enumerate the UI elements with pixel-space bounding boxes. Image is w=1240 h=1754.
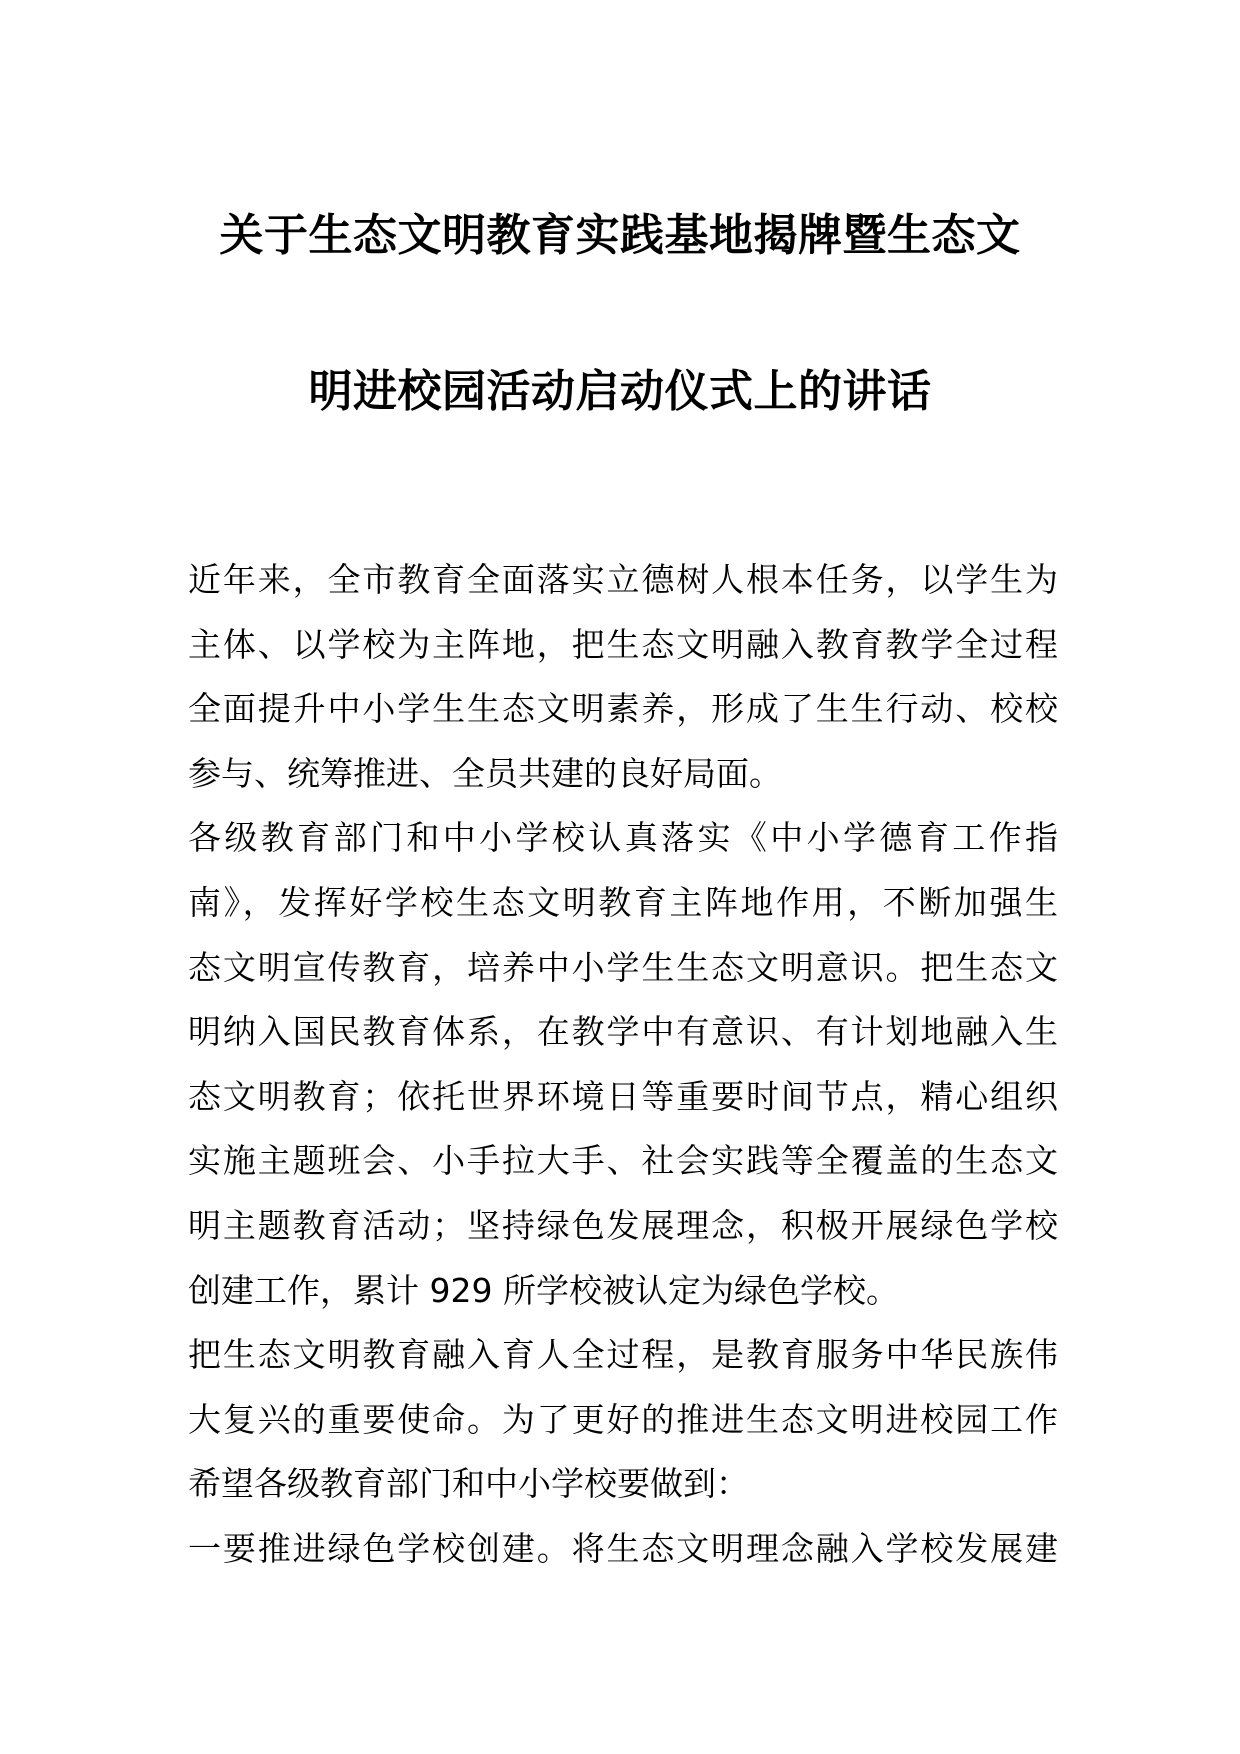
- document-body: [188, 548, 1058, 1582]
- body-line: 主体、以学校为主阵地，把生态文明融入教育教学全过程: [188, 624, 1058, 664]
- body-line: 各级教育部门和中小学校认真落实《中小学德育工作指: [188, 818, 1058, 858]
- body-line: 态文明教育；依托世界环境日等重要时间节点，精心组织: [188, 1076, 1058, 1116]
- document-title-line-1: 关于生态文明教育实践基地揭牌暨生态文: [219, 210, 1021, 261]
- body-line: 实施主题班会、小手拉大手、社会实践等全覆盖的生态文: [188, 1141, 1058, 1181]
- body-line: 明纳入国民教育体系，在教学中有意识、有计划地融入生: [188, 1012, 1058, 1052]
- body-line: 把生态文明教育融入育人全过程，是教育服务中华民族伟: [188, 1335, 1058, 1375]
- document-title-line-2: 明进校园活动启动仪式上的讲话: [308, 366, 932, 417]
- body-line: 南》，发挥好学校生态文明教育主阵地作用，不断加强生: [188, 882, 1058, 922]
- body-line: 明主题教育活动；坚持绿色发展理念，积极开展绿色学校: [188, 1205, 1058, 1245]
- body-line: 态文明宣传教育，培养中小学生生态文明意识。把生态文: [188, 947, 1058, 987]
- body-line: 近年来，全市教育全面落实立德树人根本任务，以学生为: [188, 560, 1058, 599]
- body-line: 大复兴的重要使命。为了更好的推进生态文明进校园工作: [188, 1399, 1058, 1439]
- body-line: 参与、统筹推进、全员共建的良好局面。: [188, 753, 782, 793]
- body-line: 一要推进绿色学校创建。将生态文明理念融入学校发展建: [188, 1528, 1058, 1568]
- body-line: 希望各级教育部门和中小学校要做到：: [188, 1464, 749, 1504]
- body-line: 创建工作，累计 929 所学校被认定为绿色学校。: [188, 1270, 899, 1310]
- body-line: 全面提升中小学生生态文明素养，形成了生生行动、校校: [188, 689, 1058, 729]
